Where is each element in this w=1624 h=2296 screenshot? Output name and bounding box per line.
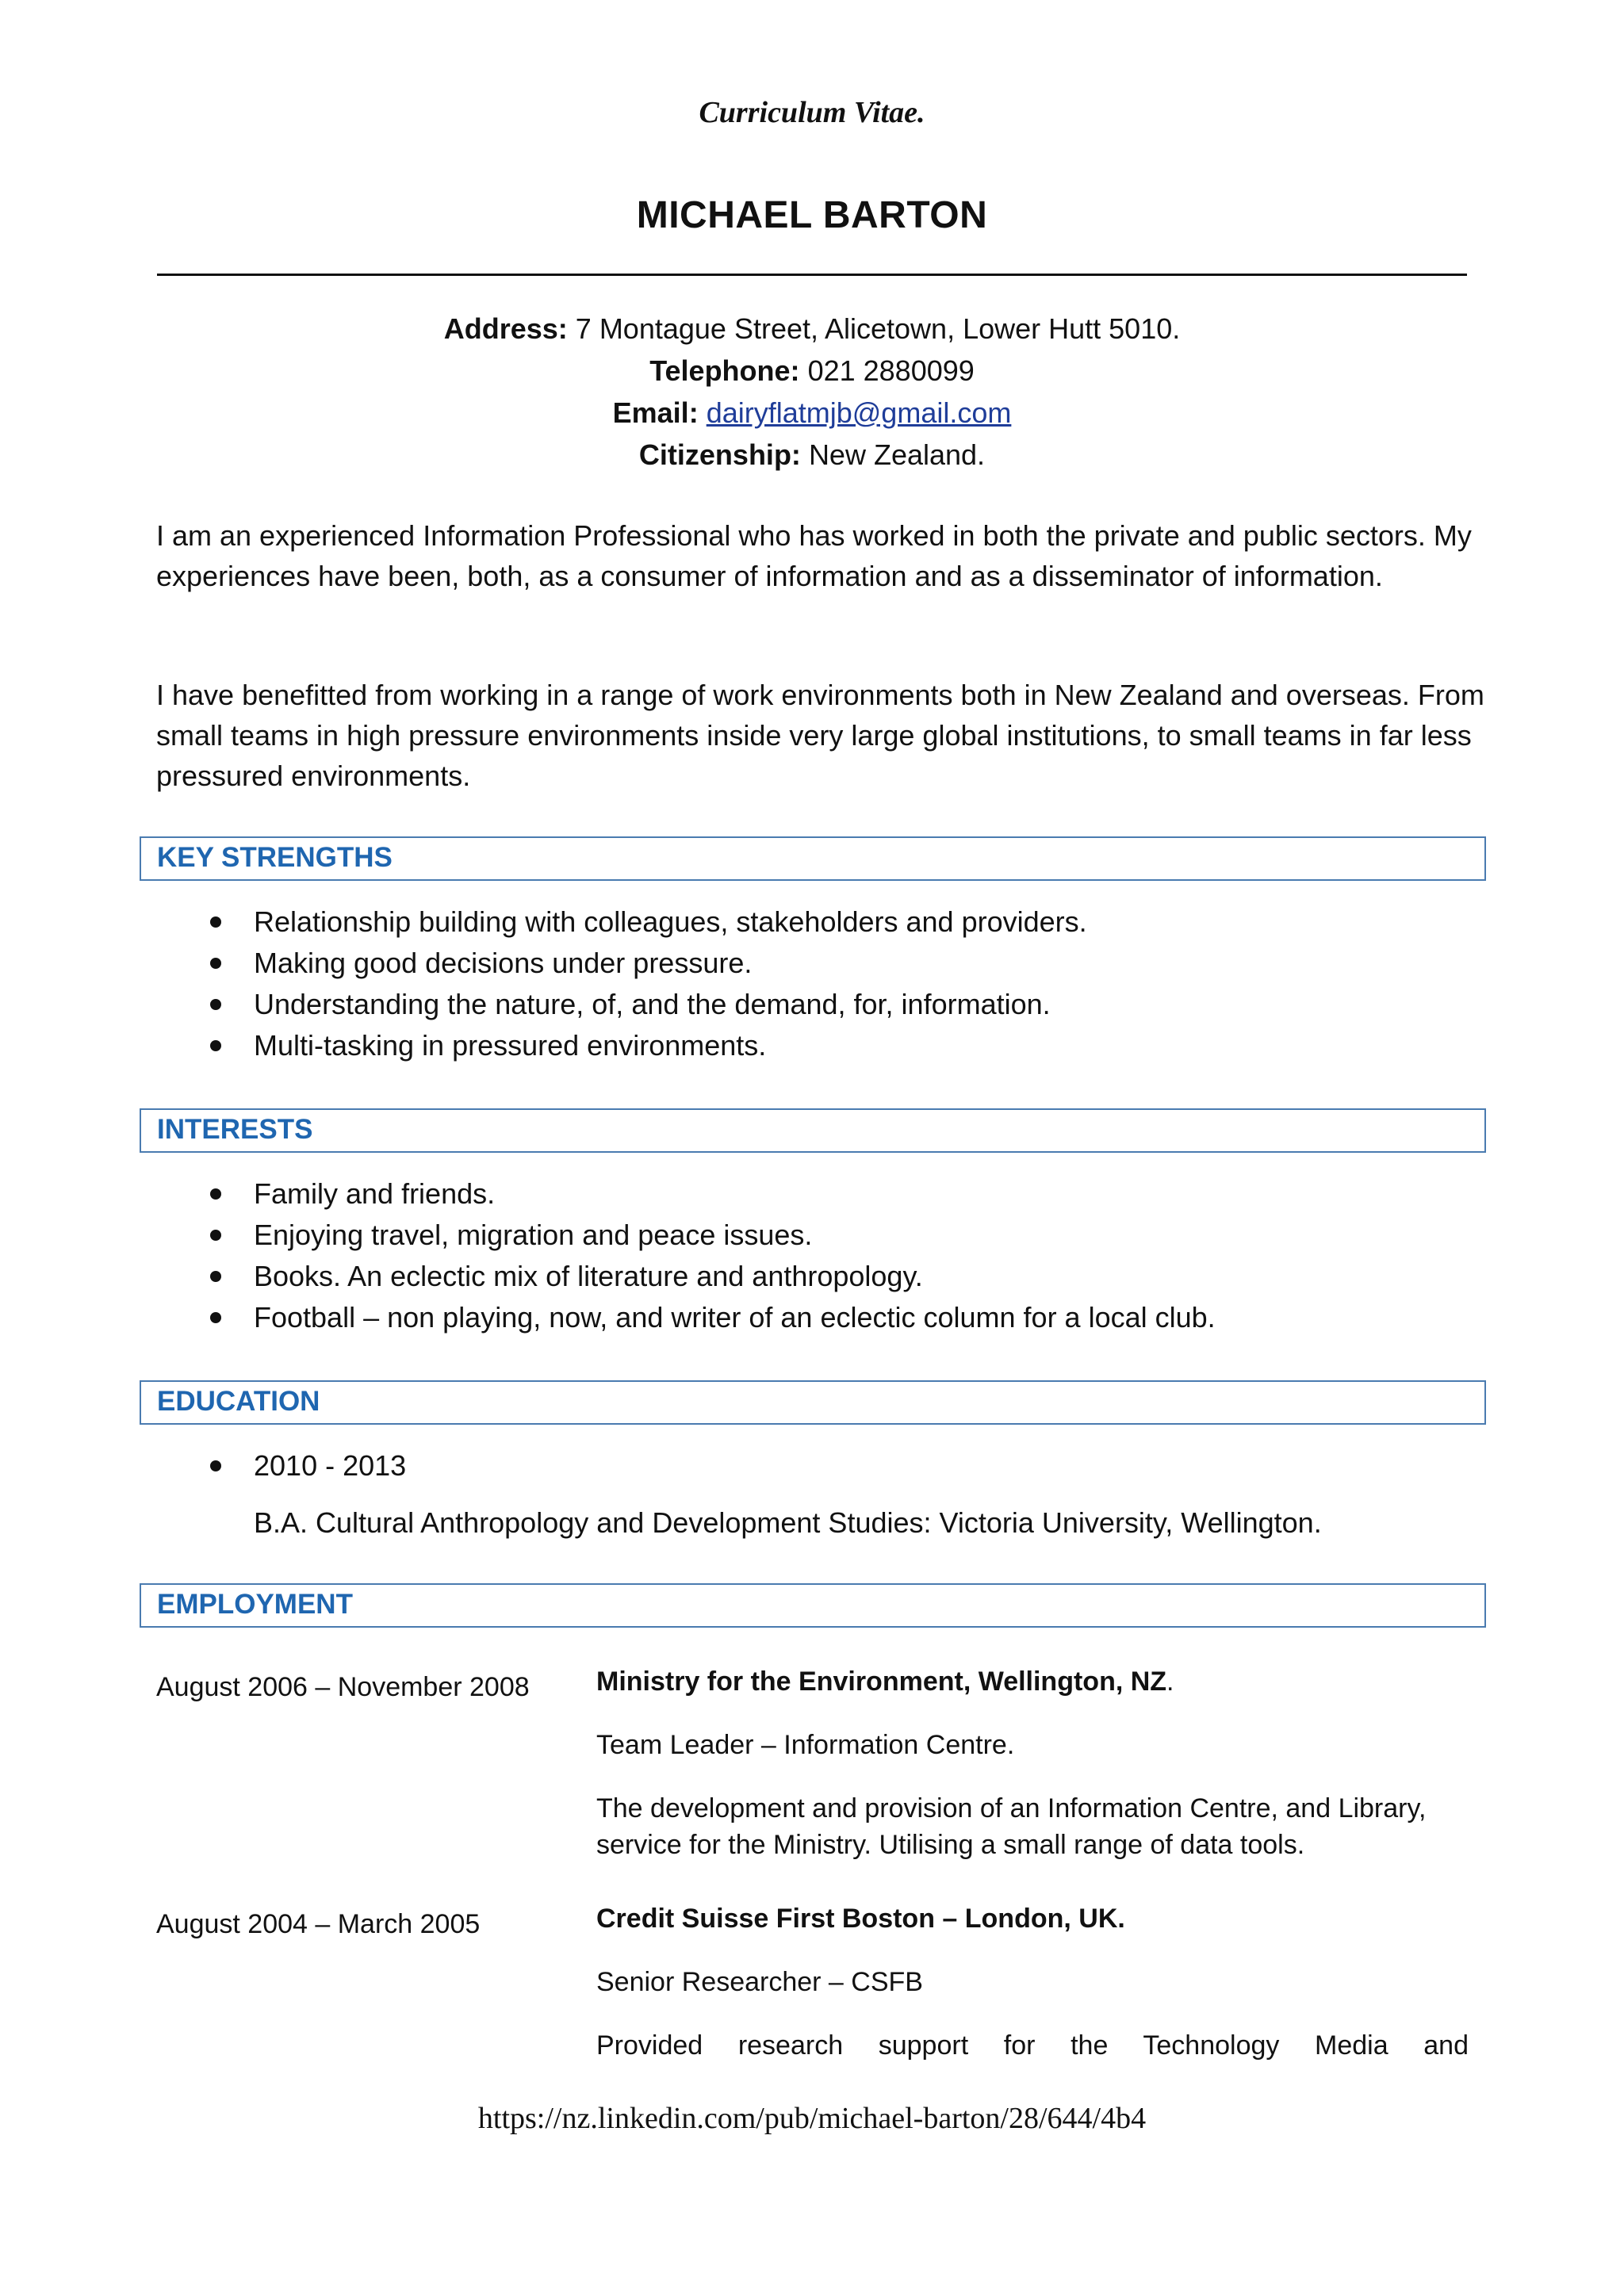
telephone-label: Telephone: — [649, 354, 800, 387]
address-value: 7 Montague Street, Alicetown, Lower Hutt 5010. — [575, 312, 1181, 345]
list-item: Multi-tasking in pressured environments. — [0, 1025, 1427, 1066]
key-strengths-list — [0, 901, 1427, 1066]
job-role: Senior Researcher – CSFB — [596, 1967, 923, 1997]
job-organization — [596, 1663, 1469, 1700]
list-item: Football – non playing, now, and writer of an eclectic column for a local club. — [0, 1297, 1427, 1338]
job-organization: Credit Suisse First Boston – London, UK. — [596, 1904, 1125, 1934]
candidate-name: MICHAEL BARTON — [636, 194, 988, 236]
list-item: Making good decisions under pressure. — [0, 943, 1427, 984]
section-header-education — [140, 1380, 1486, 1425]
job-role: Team Leader – Information Centre. — [596, 1730, 1015, 1760]
job-organization-name: Ministry for the Environment, Wellington, NZ — [596, 1667, 1167, 1697]
address-line — [0, 308, 1624, 350]
job-dates: August 2006 – November 2008 — [156, 1672, 530, 1702]
name-divider — [157, 274, 1467, 276]
education-period: 2010 - 2013 — [0, 1445, 1427, 1487]
job-description: The development and provision of an Information Centre, and Library, service for the Ministry. Utilising a small range of data tools. — [596, 1793, 1427, 1860]
job-details — [596, 1663, 1469, 1863]
summary-paragraph-1: I am an experienced Information Professional who has worked in both the private and public sectors. My experiences have been, both, as a consumer of information and as a disseminator of information. — [156, 519, 1472, 592]
section-heading: EDUCATION — [157, 1386, 320, 1417]
section-heading: EMPLOYMENT — [157, 1589, 353, 1620]
footer-linkedin-url[interactable]: https://nz.linkedin.com/pub/michael-barton/28/644/4b4 — [477, 2102, 1147, 2135]
job-description: Provided research support for the Technology Media and — [596, 2030, 1469, 2061]
job-dates: August 2004 – March 2005 — [156, 1909, 481, 1939]
education-degree: B.A. Cultural Anthropology and Development Studies: Victoria University, Wellington. — [254, 1506, 1322, 1539]
section-heading: INTERESTS — [157, 1114, 313, 1145]
section-heading: KEY STRENGTHS — [157, 842, 393, 873]
telephone-value: 021 2880099 — [807, 354, 975, 387]
citizenship-line — [0, 434, 1624, 476]
section-header-interests — [140, 1108, 1486, 1153]
section-header-key-strengths — [140, 836, 1486, 881]
email-link[interactable]: dairyflatmjb@gmail.com — [706, 396, 1012, 429]
email-label: Email: — [612, 396, 699, 429]
job-details — [596, 1900, 1469, 2064]
contact-block — [0, 308, 1624, 476]
section-header-employment — [140, 1583, 1486, 1628]
job-organization-suffix: . — [1166, 1667, 1174, 1697]
interests-list — [0, 1173, 1427, 1338]
email-line — [0, 392, 1624, 434]
telephone-line — [0, 350, 1624, 392]
list-item: Family and friends. — [0, 1173, 1427, 1215]
list-item: Relationship building with colleagues, stakeholders and providers. — [0, 901, 1427, 943]
summary-paragraph-2: I have benefitted from working in a range of work environments both in New Zealand and overseas. From small teams in high pressure environments inside very large global institutions, to small teams in far less pressured environments. — [156, 679, 1484, 792]
document-title: Curriculum Vitae. — [699, 96, 925, 129]
list-item: Enjoying travel, migration and peace issues. — [0, 1215, 1427, 1256]
list-item: Books. An eclectic mix of literature and anthropology. — [0, 1256, 1427, 1297]
list-item: Understanding the nature, of, and the demand, for, information. — [0, 984, 1427, 1025]
citizenship-value: New Zealand. — [808, 438, 986, 471]
citizenship-label: Citizenship: — [638, 438, 801, 471]
education-list — [0, 1445, 1427, 1487]
address-label: Address: — [443, 312, 568, 345]
